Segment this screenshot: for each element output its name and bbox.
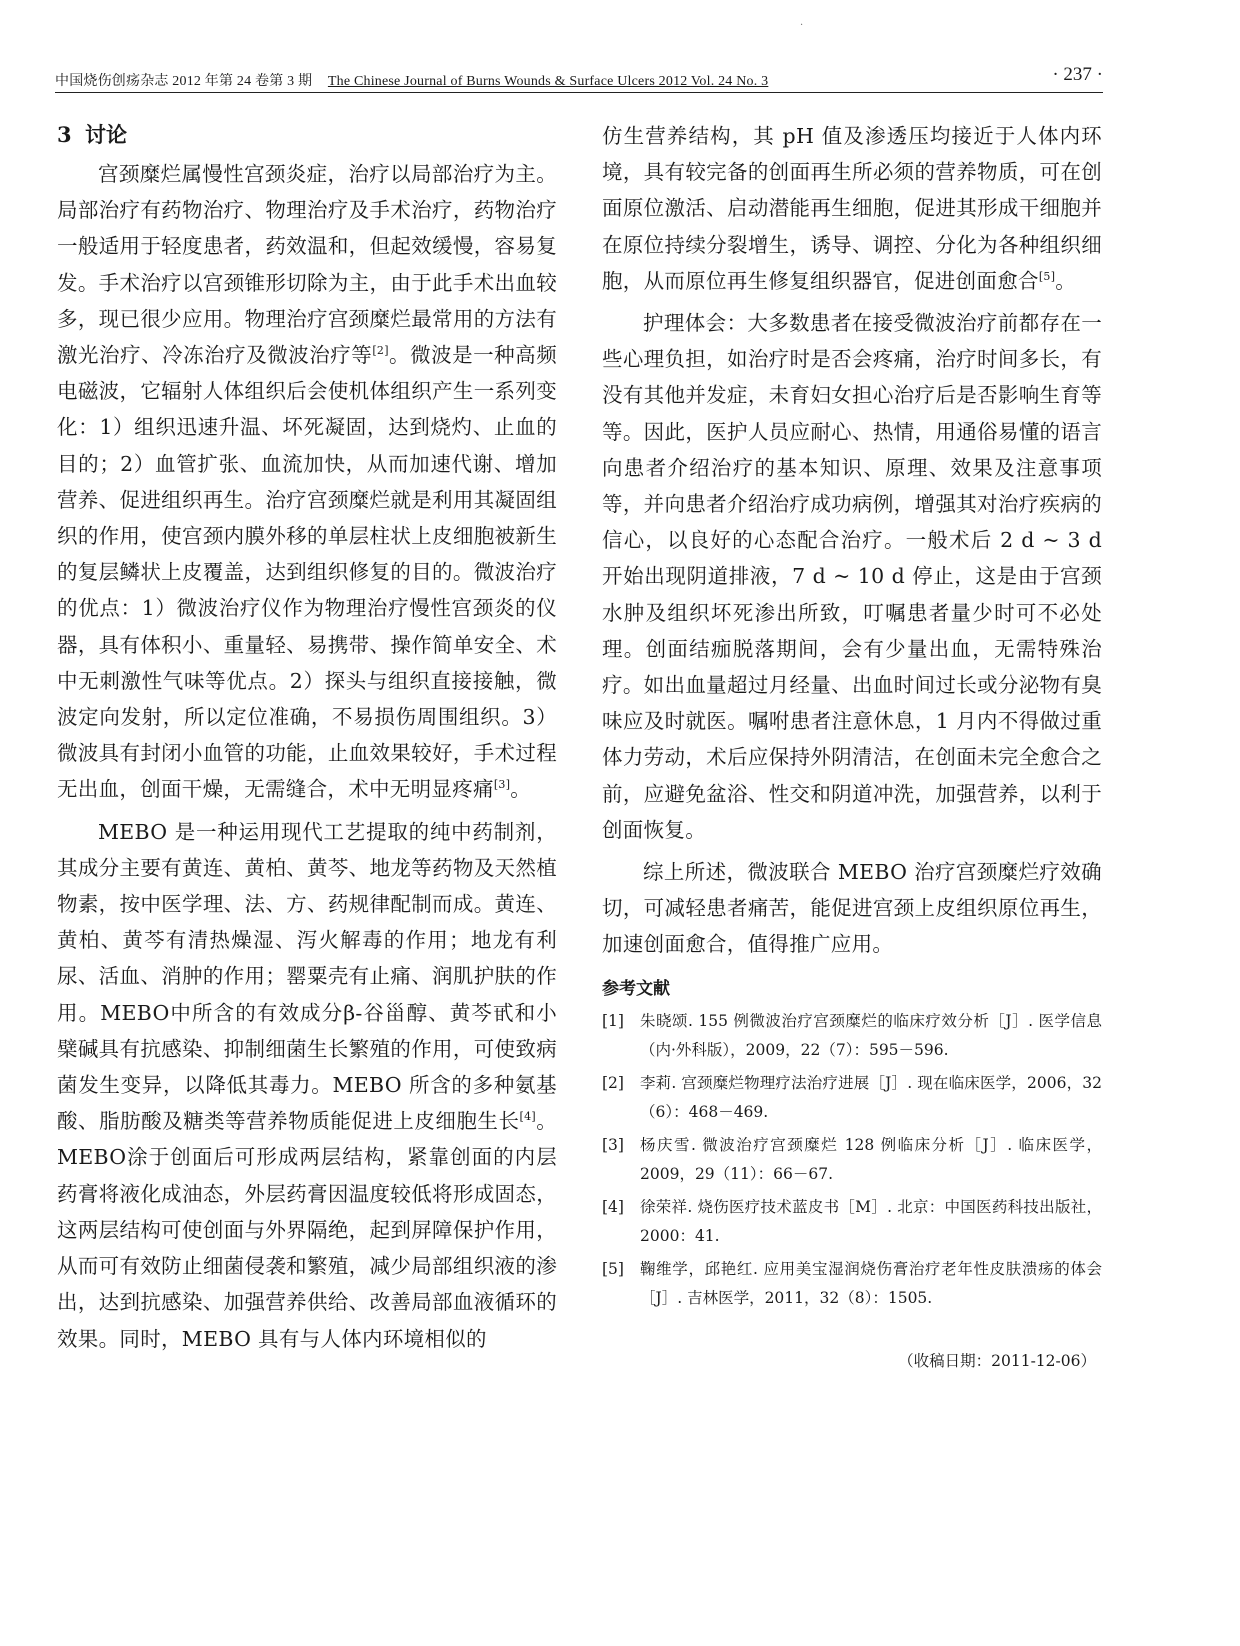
text-run: 。: [510, 777, 532, 802]
citation-2[interactable]: [2]: [372, 344, 389, 358]
reference-item: [602, 1007, 1102, 1065]
reference-item: [602, 1193, 1102, 1251]
citation-3[interactable]: [3]: [493, 778, 511, 792]
running-header: [55, 66, 1103, 93]
reference-number: [1]: [602, 1011, 624, 1030]
text-run: MEBO 是一种运用现代工艺提取的纯中药制剂，其成分主要有黄连、黄柏、黄芩、地龙等药物及天然植物素，按中医学理、法、方、药规律配制而成。黄连、黄柏、黄芩有清热燥湿、泻火解毒的作用；地龙有利尿、活血、消肿的作用；罂粟壳有止痛、润肌护肤的作用。MEBO中所含的有效成分β-谷甾醇、黄芩甙和小檗碱具有抗感染、抑制细菌生长繁殖的作用，可使致病菌发生变异，以降低其毒力。MEBO 所含的多种氨基酸、脂肪酸及糖类等营养物质能促进上皮细胞生长: [57, 819, 557, 1134]
reference-text: 鞠维学，邱艳红. 应用美宝湿润烧伤膏治疗老年性皮肤溃疡的体会［J］. 吉林医学，2011，32（8）：1505.: [640, 1259, 1102, 1307]
journal-title-en: The Chinese Journal of Burns Wounds & Surface Ulcers 2012 Vol. 24 No. 3: [327, 74, 769, 89]
reference-item: [602, 1069, 1102, 1127]
reference-text: 徐荣祥. 烧伤医疗技术蓝皮书［M］. 北京：中国医药科技出版社，2000：41.: [640, 1197, 1102, 1245]
section-number: 3: [57, 122, 72, 147]
citation-4[interactable]: [4]: [519, 1110, 536, 1124]
section-heading: [57, 118, 557, 152]
references-heading: 参考文献: [602, 978, 670, 999]
section-title: 讨论: [85, 122, 127, 147]
paragraph-mebo: [57, 814, 557, 1357]
scan-mark: ·: [800, 20, 804, 31]
reference-item: [602, 1131, 1102, 1189]
reference-number: [3]: [602, 1135, 624, 1154]
reference-text: 朱晓颂. 155 例微波治疗宫颈糜烂的临床疗效分析［J］. 医学信息（内·外科版），2009，22（7）：595－596.: [640, 1011, 1102, 1059]
right-column: [602, 118, 1102, 1371]
paragraph-conclusion: 综上所述，微波联合 MEBO 治疗宫颈糜烂疗效确切，可减轻患者痛苦，能促进宫颈上皮组织原位再生，加速创面愈合，值得推广应用。: [602, 860, 1102, 957]
reference-item: [602, 1255, 1102, 1313]
reference-text: 李莉. 宫颈糜烂物理疗法治疗进展［J］. 现在临床医学，2006，32（6）：468－469.: [640, 1073, 1102, 1121]
text-run: 。MEBO涂于创面后可形成两层结构，紧靠创面的内层药膏将液化成油态，外层药膏因温度较低将形成固态，这两层结构可使创面与外界隔绝，起到屏障保护作用，从而可有效防止细菌侵袭和繁殖，减少局部组织液的渗出，达到抗感染、加强营养供给、改善局部血液循环的效果。同时，MEBO 具有与人体内环境相似的: [57, 1109, 557, 1351]
left-column: [57, 118, 557, 1357]
paragraph-nursing: 护理体会：大多数患者在接受微波治疗前都存在一些心理负担，如治疗时是否会疼痛，治疗时间多长，有没有其他并发症，未育妇女担心治疗后是否影响生育等等。因此，医护人员应耐心、热情，用通俗易懂的语言向患者介绍治疗的基本知识、原理、效果及注意事项等，并向患者介绍治疗成功病例，增强其对治疗疾病的信心，以良好的心态配合治疗。一般术后 2 d ~ 3 d 开始出现阴道排液，7 d ~ 10 d 停止，这是由于宫颈水肿及组织坏死渗出所致，叮嘱患者量少时可不必处理。创面结痂脱落期间，会有少量出血，无需特殊治疗。如出血量超过月经量、出血时间过长或分泌物有臭味应及时就医。嘱咐患者注意休息，1 月内不得做过重体力劳动，术后应保持外阴清洁，在创面未完全愈合之前，应避免盆浴、性交和阴道冲洗，加强营养，以利于创面恢复。: [602, 311, 1102, 842]
journal-title-cn: 中国烧伤创疡杂志 2012 年第 24 卷第 3 期: [55, 74, 313, 89]
journal-citation-line: [55, 70, 768, 90]
reference-number: [5]: [602, 1259, 624, 1278]
citation-5[interactable]: [5]: [1038, 269, 1056, 283]
text-run: 。微波是一种高频电磁波，它辐射人体组织后会使机体组织产生一系列变化：1）组织迅速升温、坏死凝固，达到烧灼、止血的目的；2）血管扩张、血流加快，从而加速代谢、增加营养、促进组织再生。治疗宫颈糜烂就是利用其凝固组织的作用，使宫颈内膜外移的单层柱状上皮细胞被新生的复层鳞状上皮覆盖，达到组织修复的目的。微波治疗的优点：1）微波治疗仪作为物理治疗慢性宫颈炎的仪器，具有体积小、重量轻、易携带、操作简单安全、术中无刺激性气味等优点。2）探头与组织直接接触，微波定向发射，所以定位准确，不易损伤周围组织。3）微波具有封闭小血管的功能，止血效果较好，手术过程无出血，创面干燥，无需缝合，术中无明显疼痛: [57, 343, 558, 802]
text-run: 宫颈糜烂属慢性宫颈炎症，治疗以局部治疗为主。局部治疗有药物治疗、物理治疗及手术治疗，药物治疗一般适用于轻度患者，药效温和，但起效缓慢，容易复发。手术治疗以宫颈锥形切除为主，由于此手术出血较多，现已很少应用。物理治疗宫颈糜烂最常用的方法有激光治疗、冷冻治疗及微波治疗等: [57, 162, 557, 368]
reference-number: [2]: [602, 1073, 624, 1092]
reference-number: [4]: [602, 1197, 624, 1216]
received-date: （收稿日期：2011-12-06）: [898, 1351, 1096, 1370]
references-list: [602, 1007, 1102, 1313]
text-run: 。: [1055, 268, 1077, 293]
paragraph-physical-therapy: [57, 156, 557, 808]
page-number: · 237 ·: [1052, 64, 1103, 85]
reference-text: 杨庆雪. 微波治疗宫颈糜烂 128 例临床分析［J］. 临床医学，2009，29（11）：66－67.: [640, 1135, 1102, 1183]
text-run: 仿生营养结构，其 pH 值及渗透压均接近于人体内环境，具有较完备的创面再生所必须的营养物质，可在创面原位激活、启动潜能再生细胞，促进其形成干细胞并在原位持续分裂增生，诱导、调控、分化为各种组织细胞，从而原位再生修复组织器官，促进创面愈合: [602, 124, 1102, 293]
paragraph-mebo-continued: [602, 118, 1102, 299]
